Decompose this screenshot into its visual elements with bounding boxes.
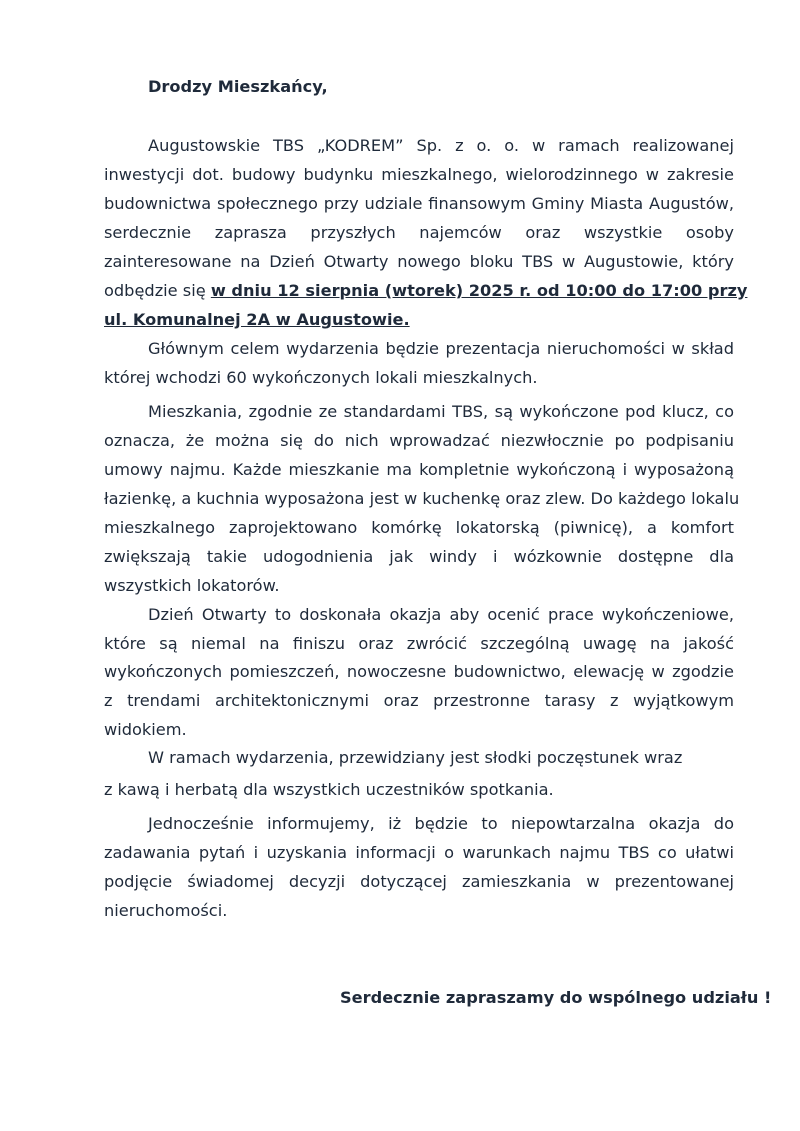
text-line: oznacza, że można się do nich wprowadzać niezwłocznie po podpisaniu [104, 431, 734, 450]
text-line: nieruchomości. [104, 901, 228, 920]
text-line: zwiększają takie udogodnienia jak windy i wózkownie dostępne dla [104, 547, 734, 566]
text-line: podjęcie świadomej decyzji dotyczącej zamieszkania w prezentowanej [104, 872, 734, 891]
event-address-line [104, 309, 734, 331]
text-plain: odbędzie się [104, 281, 211, 300]
text-line: serdecznie zaprasza przyszłych najemców oraz wszystkie osoby [104, 223, 734, 242]
text-line: wszystkich lokatorów. [104, 576, 280, 595]
event-address-underlined: ul. Komunalnej 2A w Augustowie. [104, 310, 410, 329]
text-line: zainteresowane na Dzień Otwarty nowego bloku TBS w Augustowie, który [104, 252, 734, 271]
closing-invitation: Serdecznie zapraszamy do wspólnego udziału ! [340, 988, 772, 1007]
text-line: której wchodzi 60 wykończonych lokali mieszkalnych. [104, 368, 538, 387]
text-line: umowy najmu. Każde mieszkanie ma kompletnie wykończoną i wyposażoną [104, 460, 734, 479]
text-line: wykończonych pomieszczeń, nowoczesne budownictwo, elewację w zgodzie [104, 662, 734, 681]
text-line: zadawania pytań i uzyskania informacji o warunkach najmu TBS co ułatwi [104, 843, 734, 862]
text-line: z kawą i herbatą dla wszystkich uczestników spotkania. [104, 780, 554, 799]
text-line: które są niemal na finiszu oraz zwrócić szczególną uwagę na jakość [104, 634, 734, 653]
greeting: Drodzy Mieszkańcy, [148, 77, 328, 96]
text-line: Dzień Otwarty to doskonała okazja aby ocenić prace wykończeniowe, [148, 605, 734, 624]
text-line: Głównym celem wydarzenia będzie prezentacja nieruchomości w skład [148, 339, 734, 358]
text-line: widokiem. [104, 720, 187, 739]
text-line: z trendami architektonicznymi oraz przestronne tarasy z wyjątkowym [104, 691, 734, 710]
text-line: Jednocześnie informujemy, iż będzie to niepowtarzalna okazja do [148, 814, 734, 833]
event-date-line [104, 280, 748, 302]
text-line: Mieszkania, zgodnie ze standardami TBS, są wykończone pod klucz, co [148, 402, 734, 421]
text-line: budownictwa społecznego przy udziale finansowym Gminy Miasta Augustów, [104, 194, 734, 213]
text-line: mieszkalnego zaprojektowano komórkę lokatorską (piwnicę), a komfort [104, 518, 734, 537]
text-line: Augustowskie TBS „KODREM” Sp. z o. o. w ramach realizowanej [148, 136, 734, 155]
text-line: łazienkę, a kuchnia wyposażona jest w kuchenkę oraz zlew. Do każdego lokalu [104, 489, 740, 508]
text-line: inwestycji dot. budowy budynku mieszkalnego, wielorodzinnego w zakresie [104, 165, 734, 184]
text-line: W ramach wydarzenia, przewidziany jest słodki poczęstunek wraz [148, 748, 683, 767]
event-date-underlined: w dniu 12 sierpnia (wtorek) 2025 r. od 10:00 do 17:00 przy [210, 281, 748, 300]
